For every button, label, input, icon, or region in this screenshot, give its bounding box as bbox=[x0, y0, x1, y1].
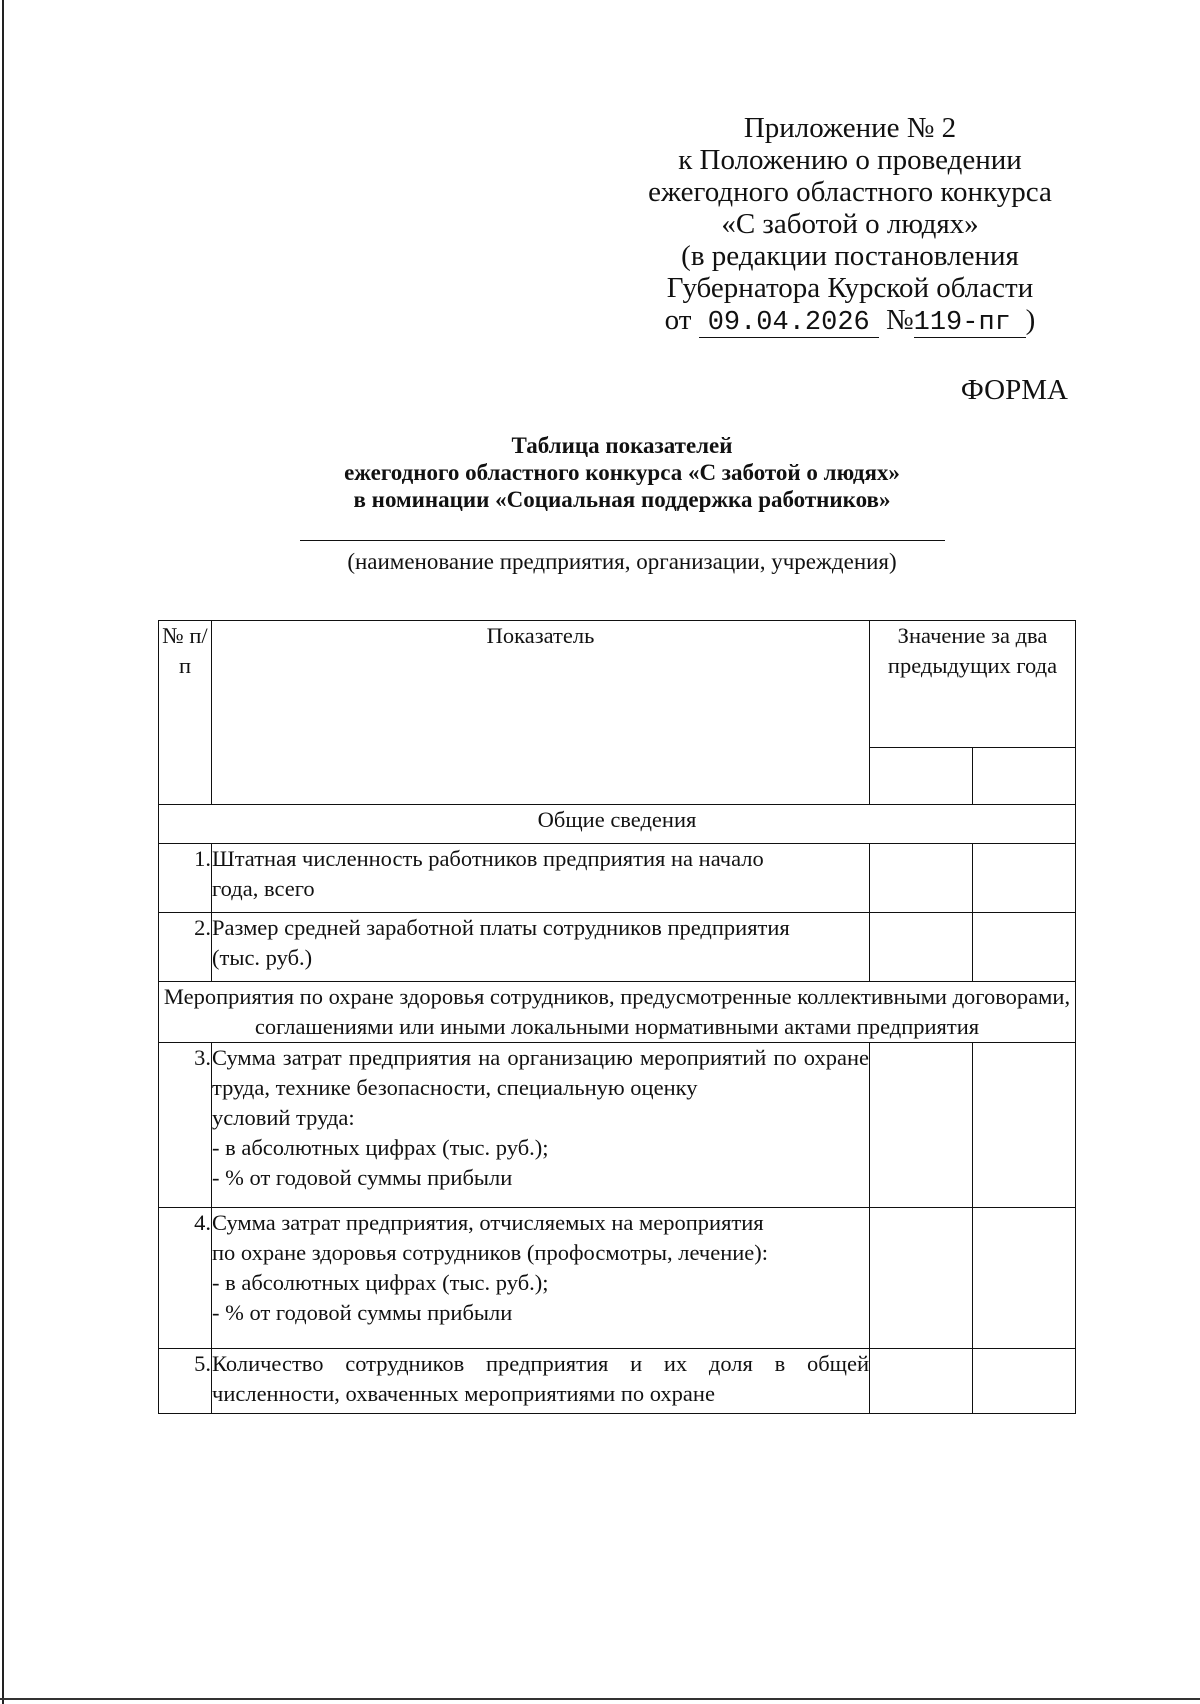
indicator-item: - % от годовой суммы прибыли bbox=[212, 1300, 513, 1325]
indicator-text: Количество сотрудников предприятия и их доля в общей численности, охваченных мероприятиями по охране bbox=[212, 1351, 869, 1406]
value-cell bbox=[973, 913, 1076, 982]
header-year-1 bbox=[870, 747, 973, 805]
organization-caption: (наименование предприятия, организации, учреждения) bbox=[347, 549, 897, 574]
page-left-edge bbox=[2, 0, 4, 1704]
indicator-text-end: года, всего bbox=[212, 876, 315, 901]
header-value: Значение за два предыдущих года bbox=[870, 621, 1076, 748]
value-cell bbox=[973, 1208, 1076, 1349]
table-row bbox=[159, 1043, 1076, 1208]
indicators-table bbox=[158, 620, 1076, 1414]
value-cell bbox=[973, 1349, 1076, 1414]
value-cell bbox=[870, 1208, 973, 1349]
indicator-text: Сумма затрат предприятия, отчисляемых на мероприятия bbox=[212, 1210, 764, 1235]
indicator-text: Сумма затрат предприятия на организацию мероприятий по охране труда, технике безопасности, специальную оценку bbox=[212, 1045, 869, 1100]
appendix-line: (в редакции постановления bbox=[681, 240, 1019, 272]
indicator-item: - в абсолютных цифрах (тыс. руб.); bbox=[212, 1135, 549, 1160]
indicator-text-end: (тыс. руб.) bbox=[212, 945, 313, 970]
appendix-block bbox=[620, 112, 1080, 338]
organization-name-line bbox=[300, 540, 945, 541]
indicator-text-end: условий труда: bbox=[212, 1105, 355, 1130]
row-number: 2. bbox=[159, 913, 212, 982]
closing-paren: ) bbox=[1025, 304, 1036, 336]
value-cell bbox=[870, 913, 973, 982]
value-cell bbox=[870, 1349, 973, 1414]
date-prefix: от bbox=[664, 304, 692, 336]
table-row bbox=[159, 1349, 1076, 1414]
indicator-text-end: по охране здоровья сотрудников (профосмотры, лечение): bbox=[212, 1240, 769, 1265]
page-bottom-edge bbox=[0, 1698, 1200, 1700]
section-health-measures: Мероприятия по охране здоровья сотрудников, предусмотренные коллективными договорами, соглашениями или иными локальными нормативными актами предприятия bbox=[159, 982, 1076, 1043]
value-cell bbox=[870, 1043, 973, 1208]
header-year-2 bbox=[973, 747, 1076, 805]
header-indicator: Показатель bbox=[212, 621, 870, 805]
row-number: 4. bbox=[159, 1208, 212, 1349]
table-row bbox=[159, 1208, 1076, 1349]
appendix-line: ежегодного областного конкурса bbox=[648, 176, 1052, 208]
section-general: Общие сведения bbox=[159, 805, 1076, 844]
row-indicator bbox=[212, 1043, 870, 1208]
number-prefix: № bbox=[885, 304, 914, 336]
row-indicator bbox=[212, 1208, 870, 1349]
table-row bbox=[159, 844, 1076, 913]
appendix-line: «С заботой о людях» bbox=[721, 208, 979, 240]
header-number: № п/п bbox=[159, 621, 212, 805]
row-indicator bbox=[212, 844, 870, 913]
row-indicator bbox=[212, 1349, 870, 1414]
indicator-text: Штатная численность работников предприятия на начало bbox=[212, 846, 764, 871]
title-line: в номинации «Социальная поддержка работников» bbox=[353, 487, 891, 512]
section-row bbox=[159, 805, 1076, 844]
decree-date: 09.04.2026 bbox=[699, 309, 879, 338]
document-title bbox=[150, 432, 1094, 513]
value-cell bbox=[973, 844, 1076, 913]
indicator-text: Размер средней заработной платы сотрудников предприятия bbox=[212, 915, 790, 940]
value-cell bbox=[973, 1043, 1076, 1208]
row-number: 3. bbox=[159, 1043, 212, 1208]
title-line: Таблица показателей bbox=[511, 433, 733, 458]
appendix-line: Приложение № 2 bbox=[743, 112, 957, 144]
indicator-item: - % от годовой суммы прибыли bbox=[212, 1165, 513, 1190]
table-header-row bbox=[159, 621, 1076, 748]
decree-date-line bbox=[620, 304, 1080, 338]
value-cell bbox=[870, 844, 973, 913]
row-number: 5. bbox=[159, 1349, 212, 1414]
row-number: 1. bbox=[159, 844, 212, 913]
row-indicator bbox=[212, 913, 870, 982]
indicator-item: - в абсолютных цифрах (тыс. руб.); bbox=[212, 1270, 549, 1295]
title-line: ежегодного областного конкурса «С заботой о людях» bbox=[344, 460, 900, 485]
appendix-line: к Положению о проведении bbox=[678, 144, 1022, 176]
form-label: ФОРМА bbox=[960, 374, 1068, 406]
section-row bbox=[159, 982, 1076, 1043]
table-row bbox=[159, 913, 1076, 982]
decree-number: 119-пг bbox=[914, 309, 1026, 338]
appendix-line: Губернатора Курской области bbox=[666, 272, 1034, 304]
